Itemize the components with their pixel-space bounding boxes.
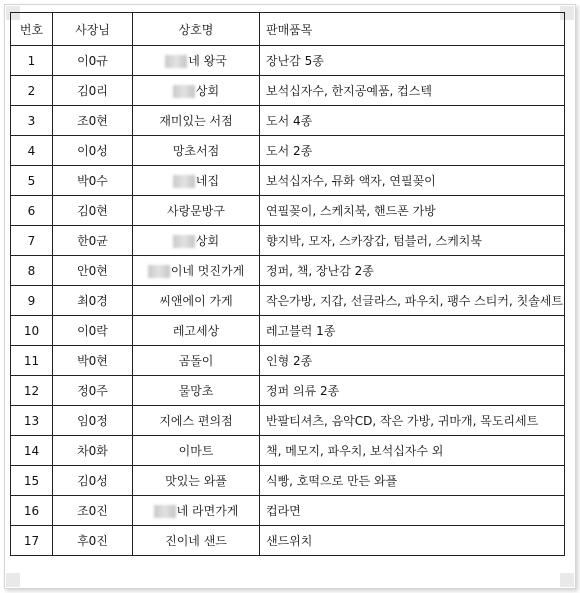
cell-items: 컵라면 bbox=[260, 496, 565, 526]
cell-number: 17 bbox=[11, 526, 53, 556]
cell-owner: 김0성 bbox=[53, 466, 133, 496]
cell-number: 12 bbox=[11, 376, 53, 406]
cell-owner: 후0진 bbox=[53, 526, 133, 556]
cell-owner: 임0정 bbox=[53, 406, 133, 436]
cell-number: 7 bbox=[11, 226, 53, 256]
cell-owner: 이0규 bbox=[53, 46, 133, 76]
shop-name-text: 네 왕국 bbox=[188, 54, 227, 68]
cell-shop-name bbox=[133, 496, 260, 526]
shop-name-text: 재미있는 서점 bbox=[159, 114, 233, 128]
cell-items: 정퍼, 책, 장난감 2종 bbox=[260, 256, 565, 286]
cell-items: 반팔티셔츠, 음악CD, 작은 가방, 귀마개, 목도리세트 bbox=[260, 406, 565, 436]
cell-items: 향지박, 모자, 스카장갑, 텀블러, 스케치북 bbox=[260, 226, 565, 256]
cell-number: 11 bbox=[11, 346, 53, 376]
cell-owner: 이0성 bbox=[53, 136, 133, 166]
cell-owner: 김0리 bbox=[53, 76, 133, 106]
header-number: 번호 bbox=[11, 13, 53, 46]
cell-items: 샌드위치 bbox=[260, 526, 565, 556]
frame-corner bbox=[560, 573, 574, 587]
shop-name-text: 네 라면가게 bbox=[176, 504, 239, 518]
cell-shop-name bbox=[133, 76, 260, 106]
redacted-mark bbox=[173, 85, 195, 98]
cell-number: 1 bbox=[11, 46, 53, 76]
cell-number: 10 bbox=[11, 316, 53, 346]
cell-owner: 김0현 bbox=[53, 196, 133, 226]
cell-items: 보석십자수, 한지공예품, 컵스텍 bbox=[260, 76, 565, 106]
shop-name-text: 물망초 bbox=[178, 384, 214, 398]
cell-number: 2 bbox=[11, 76, 53, 106]
cell-owner: 이0락 bbox=[53, 316, 133, 346]
table-row bbox=[11, 76, 565, 106]
table-row bbox=[11, 136, 565, 166]
cell-owner: 박0현 bbox=[53, 346, 133, 376]
redacted-mark bbox=[173, 175, 195, 188]
cell-shop-name bbox=[133, 406, 260, 436]
cell-owner: 한0균 bbox=[53, 226, 133, 256]
table-row bbox=[11, 226, 565, 256]
cell-shop-name bbox=[133, 46, 260, 76]
cell-items: 보석십자수, 뮤화 액자, 연필꽂이 bbox=[260, 166, 565, 196]
shop-name-text: 레고세상 bbox=[172, 324, 220, 338]
cell-number: 14 bbox=[11, 436, 53, 466]
cell-number: 16 bbox=[11, 496, 53, 526]
cell-items: 장난감 5종 bbox=[260, 46, 565, 76]
cell-items: 식빵, 호떡으로 만든 와플 bbox=[260, 466, 565, 496]
cell-shop-name bbox=[133, 136, 260, 166]
shop-name-text: 망초서점 bbox=[172, 144, 220, 158]
cell-owner: 안0현 bbox=[53, 256, 133, 286]
shop-name-text: 씨앤에이 가게 bbox=[159, 294, 233, 308]
table-row bbox=[11, 346, 565, 376]
cell-shop-name bbox=[133, 256, 260, 286]
table-row bbox=[11, 406, 565, 436]
shop-name-text: 상회 bbox=[195, 84, 220, 98]
cell-shop-name bbox=[133, 286, 260, 316]
table-row bbox=[11, 376, 565, 406]
cell-owner: 조0진 bbox=[53, 496, 133, 526]
table-row bbox=[11, 196, 565, 226]
cell-items: 책, 메모지, 파우치, 보석십자수 외 bbox=[260, 436, 565, 466]
cell-owner: 조0현 bbox=[53, 106, 133, 136]
redacted-mark bbox=[148, 265, 170, 278]
cell-number: 15 bbox=[11, 466, 53, 496]
shop-name-text: 곰돌이 bbox=[178, 354, 214, 368]
cell-shop-name bbox=[133, 436, 260, 466]
cell-items: 도서 4종 bbox=[260, 106, 565, 136]
shop-name-text: 사랑문방구 bbox=[167, 204, 225, 218]
cell-shop-name bbox=[133, 346, 260, 376]
cell-items: 작은가방, 지갑, 선글라스, 파우치, 팽수 스티커, 칫솔세트 bbox=[260, 286, 565, 316]
cell-items: 도서 2종 bbox=[260, 136, 565, 166]
cell-shop-name bbox=[133, 226, 260, 256]
cell-shop-name bbox=[133, 166, 260, 196]
cell-items: 레고블럭 1종 bbox=[260, 316, 565, 346]
cell-number: 13 bbox=[11, 406, 53, 436]
header-shop-name: 상호명 bbox=[133, 13, 260, 46]
shop-name-text: 지에스 편의점 bbox=[159, 414, 233, 428]
table-row bbox=[11, 106, 565, 136]
table-row bbox=[11, 496, 565, 526]
redacted-mark bbox=[165, 55, 187, 68]
cell-number: 6 bbox=[11, 196, 53, 226]
cell-owner: 최0경 bbox=[53, 286, 133, 316]
frame-corner bbox=[6, 573, 20, 587]
table-row bbox=[11, 166, 565, 196]
shop-name-text: 이네 멋진가게 bbox=[170, 264, 245, 278]
table-row bbox=[11, 46, 565, 76]
shop-name-text: 이마트 bbox=[178, 444, 214, 458]
cell-owner: 박0수 bbox=[53, 166, 133, 196]
shop-name-text: 진이네 샌드 bbox=[165, 534, 227, 548]
redacted-mark bbox=[173, 235, 195, 248]
cell-number: 4 bbox=[11, 136, 53, 166]
cell-items: 인형 2종 bbox=[260, 346, 565, 376]
cell-shop-name bbox=[133, 376, 260, 406]
header-items: 판매품목 bbox=[260, 13, 565, 46]
table-row bbox=[11, 466, 565, 496]
cell-number: 9 bbox=[11, 286, 53, 316]
table-body bbox=[11, 46, 565, 556]
cell-shop-name bbox=[133, 196, 260, 226]
cell-shop-name bbox=[133, 106, 260, 136]
cell-owner: 정0주 bbox=[53, 376, 133, 406]
table-header-row bbox=[11, 13, 565, 46]
header-owner: 사장님 bbox=[53, 13, 133, 46]
cell-shop-name bbox=[133, 526, 260, 556]
cell-number: 5 bbox=[11, 166, 53, 196]
cell-number: 3 bbox=[11, 106, 53, 136]
cell-items: 연필꽂이, 스케치북, 핸드폰 가방 bbox=[260, 196, 565, 226]
cell-number: 8 bbox=[11, 256, 53, 286]
cell-owner: 차0화 bbox=[53, 436, 133, 466]
vendor-table bbox=[10, 12, 565, 556]
table-row bbox=[11, 526, 565, 556]
cell-items: 정퍼 의류 2종 bbox=[260, 376, 565, 406]
table-row bbox=[11, 286, 565, 316]
cell-shop-name bbox=[133, 466, 260, 496]
table-row bbox=[11, 436, 565, 466]
table-row bbox=[11, 316, 565, 346]
shop-name-text: 맛있는 와플 bbox=[165, 474, 227, 488]
shop-name-text: 네집 bbox=[195, 174, 220, 188]
table-row bbox=[11, 256, 565, 286]
redacted-mark bbox=[154, 505, 176, 518]
shop-name-text: 상회 bbox=[195, 234, 220, 248]
cell-shop-name bbox=[133, 316, 260, 346]
